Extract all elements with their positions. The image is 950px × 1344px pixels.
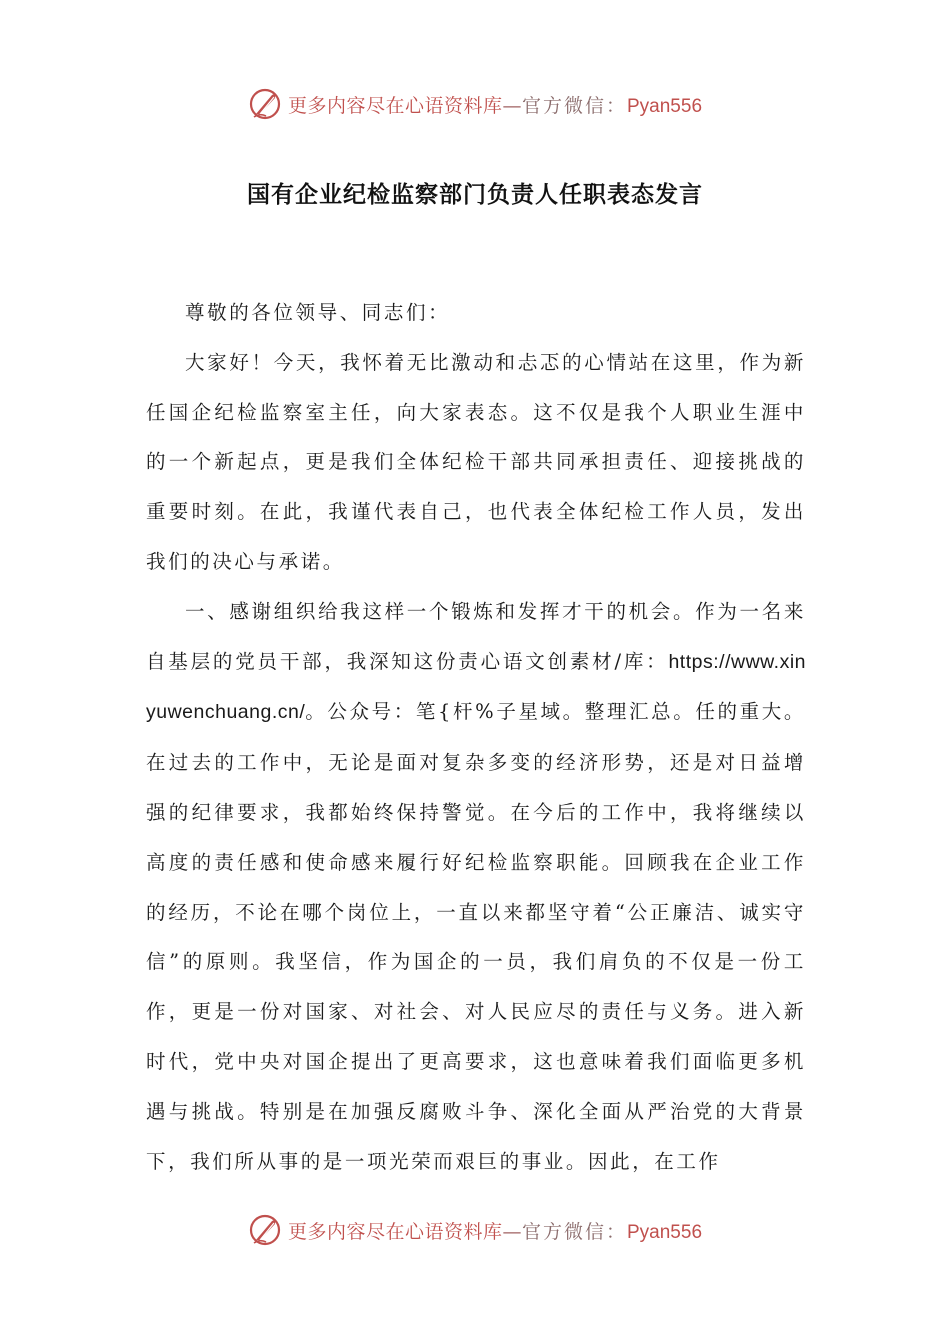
paragraph-2 [146, 587, 806, 1187]
banner-wechat-label: 官方微信： [521, 94, 627, 117]
source-url-link[interactable]: https://www.xinyuwenchuang.cn/ [146, 650, 806, 724]
banner-wechat-id: Pyan556 [627, 1221, 703, 1243]
paragraph-1: 大家好！今天，我怀着无比激动和忐忑的心情站在这里，作为新任国企纪检监察室主任，向大家表态。这不仅是我个人职业生涯中的一个新起点，更是我们全体纪检干部共同承担责任、迎接挑战的重要时刻。在此，我谨代表自己，也代表全体纪检工作人员，发出我们的决心与承诺。 [146, 350, 806, 573]
paragraph-2-part-a: 一、感谢组织给我这样一个锻炼和发挥才干的机会。作为一名来自基层的党员干部，我深知这份责心语文创素材/库： [146, 599, 806, 673]
footer-banner [0, 1210, 950, 1250]
paragraph-2-part-b: 。公众号：笔{杆%子星域。整理汇总。任的重大。在过去的工作中，无论是面对复杂多变的经济形势，还是对日益增强的纪律要求，我都始终保持警觉。在今后的工作中，我将继续以高度的责任感和使命感来履行好纪检监察职能。回顾我在企业工作的经历，不论在哪个岗位上，一直以来都坚守着“公正廉洁、诚实守信”的原则。我坚信，作为国企的一员，我们肩负的不仅是一份工作，更是一份对国家、对社会、对人民应尽的责任与义务。进入新时代，党中央对国企提出了更高要求，这也意味着我们面临更多机遇与挑战。特别是在加强反腐败斗争、深化全面从严治党的大背景下，我们所从事的是一项光荣而艰巨的事业。因此，在工作 [146, 700, 806, 1173]
banner-text [288, 1217, 702, 1244]
quill-logo-icon [248, 87, 282, 121]
document-body [146, 288, 806, 1186]
banner-prefix: 更多内容尽在心语资料库 [287, 94, 503, 117]
banner-wechat-id: Pyan556 [627, 95, 703, 117]
header-banner [0, 84, 950, 124]
quill-logo-icon [248, 1213, 282, 1247]
banner-dash: — [502, 1220, 522, 1243]
banner-prefix: 更多内容尽在心语资料库 [287, 1220, 503, 1243]
document-title: 国有企业纪检监察部门负责人任职表态发言 [247, 181, 703, 208]
banner-dash: — [502, 94, 522, 117]
banner-wechat-label: 官方微信： [521, 1220, 627, 1243]
banner-text [288, 91, 702, 118]
salutation: 尊敬的各位领导、同志们： [185, 301, 451, 324]
